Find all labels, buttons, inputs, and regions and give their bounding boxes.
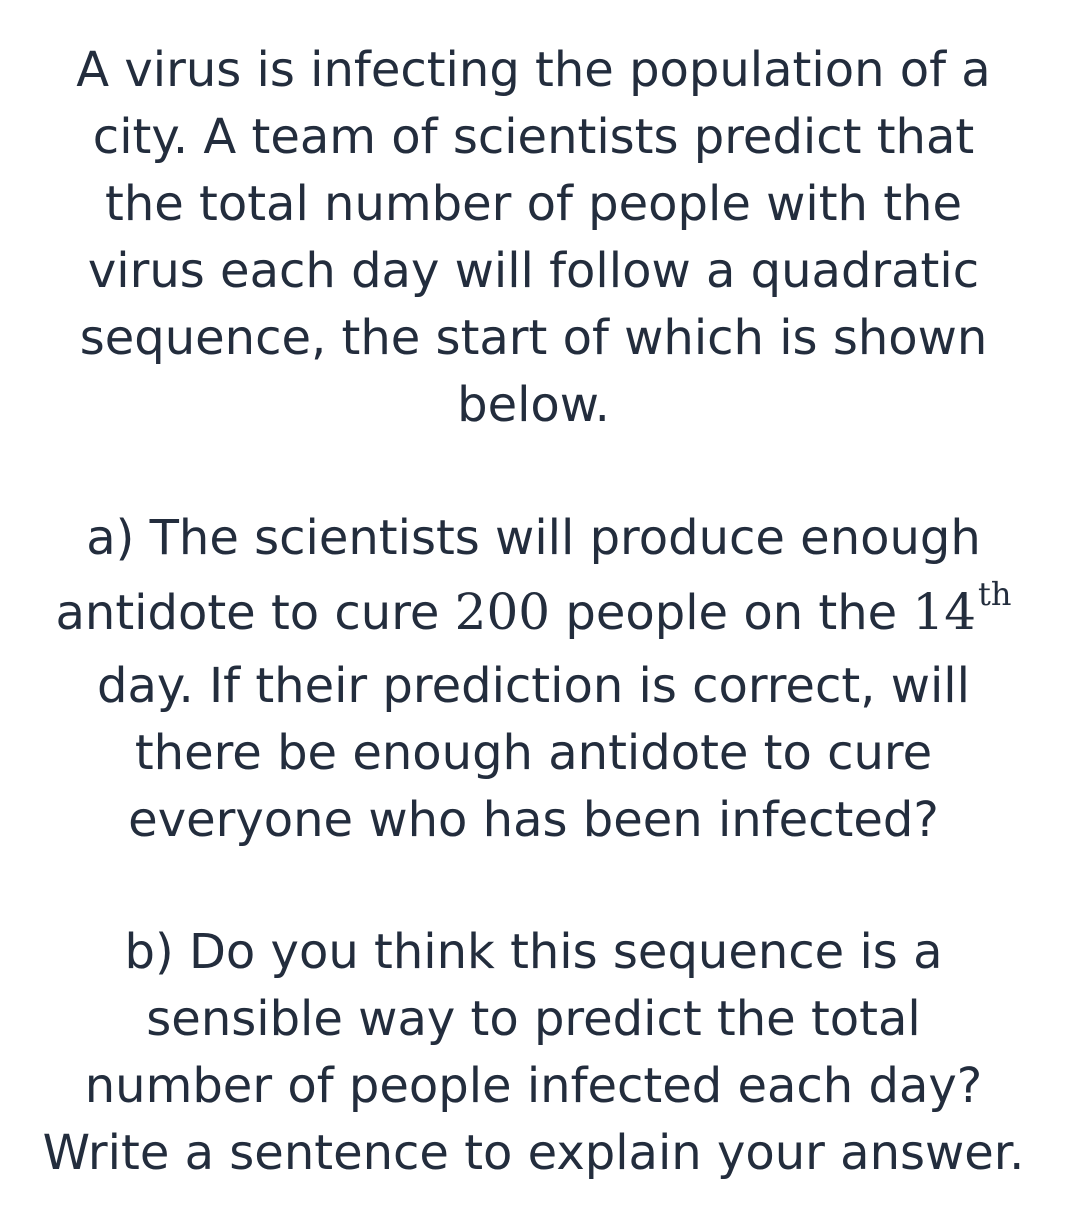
part-b-line: sensible way to predict the total: [146, 991, 921, 1047]
part-a-line: a) The scientists will produce enough: [86, 510, 981, 566]
part-a-line: day. If their prediction is correct, will: [97, 658, 970, 714]
part-b-line: Write a sentence to explain your answer.: [42, 1125, 1025, 1181]
part-a-line: [0, 575, 1067, 642]
intro-line: A virus is infecting the population of a: [76, 42, 991, 98]
intro-line: below.: [457, 377, 610, 433]
part-a-text: people on the: [550, 585, 913, 641]
part-a-line: everyone who has been infected?: [128, 792, 939, 848]
intro-line: the total number of people with the: [105, 176, 962, 232]
part-b-line: b) Do you think this sequence is a: [124, 924, 943, 980]
antidote-quantity: 200: [454, 583, 551, 641]
day-number: 14: [912, 583, 977, 641]
ordinal-suffix: th: [978, 575, 1012, 613]
intro-line: virus each day will follow a quadratic: [87, 243, 980, 299]
part-b-line: number of people infected each day?: [84, 1058, 983, 1114]
intro-line: city. A team of scientists predict that: [92, 109, 975, 165]
part-a-text: antidote to cure: [55, 585, 455, 641]
part-a-line: there be enough antidote to cure: [134, 725, 933, 781]
intro-line: sequence, the start of which is shown: [79, 310, 988, 366]
